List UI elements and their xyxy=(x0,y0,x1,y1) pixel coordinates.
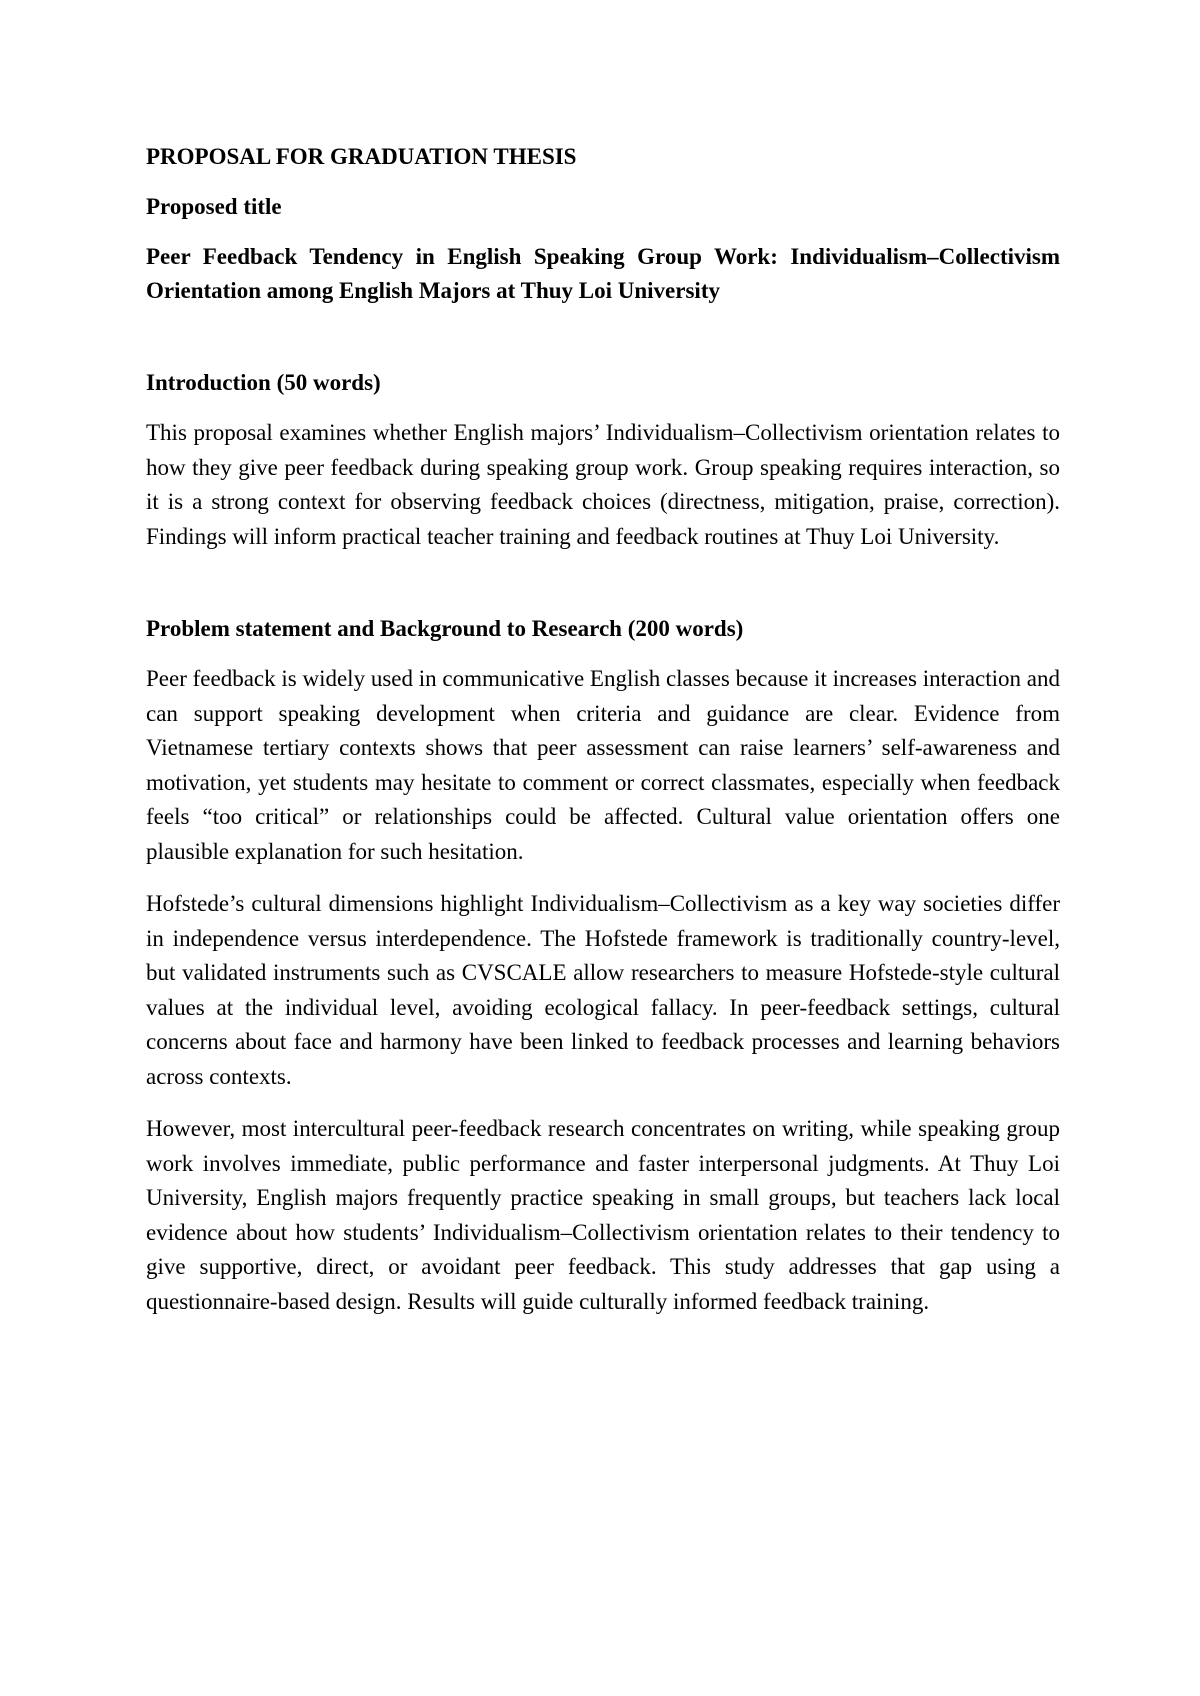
proposed-title: Peer Feedback Tendency in English Speaking Group Work: Individualism–Collectivism Orientation among English Majors at Thuy Loi University xyxy=(146,244,1060,303)
introduction-heading: Introduction (50 words) xyxy=(146,370,381,395)
problem-paragraph-1: Peer feedback is widely used in communicative English classes because it increases interaction and can support speaking development when criteria and guidance are clear. Evidence from Vietnamese tertiary contexts shows that peer assessment can raise learners’ self-awareness and motivation, yet students may hesitate to comment or correct classmates, especially when feedback feels “too critical” or relationships could be affected. Cultural value orientation offers one plausible explanation for such hesitation. xyxy=(146,666,1060,864)
introduction-paragraph: This proposal examines whether English majors’ Individualism–Collectivism orientation relates to how they give peer feedback during speaking group work. Group speaking requires interaction, so it is a strong context for observing feedback choices (directness, mitigation, praise, correction). Findings will inform practical teacher training and feedback routines at Thuy Loi University. xyxy=(146,420,1060,549)
document-body xyxy=(146,140,1060,1337)
main-heading: PROPOSAL FOR GRADUATION THESIS xyxy=(146,144,577,169)
problem-paragraph-3: However, most intercultural peer-feedback research concentrates on writing, while speaking group work involves immediate, public performance and faster interpersonal judgments. At Thuy Loi University, English majors frequently practice speaking in small groups, but teachers lack local evidence about how students’ Individualism–Collectivism orientation relates to their tendency to give supportive, direct, or avoidant peer feedback. This study addresses that gap using a questionnaire-based design. Results will guide culturally informed feedback training. xyxy=(146,1116,1060,1314)
problem-paragraph-2: Hofstede’s cultural dimensions highlight Individualism–Collectivism as a key way societies differ in independence versus interdependence. The Hofstede framework is traditionally country-level, but validated instruments such as CVSCALE allow researchers to measure Hofstede-style cultural values at the individual level, avoiding ecological fallacy. In peer-feedback settings, cultural concerns about face and harmony have been linked to feedback processes and learning behaviors across contexts. xyxy=(146,891,1060,1089)
proposed-title-label: Proposed title xyxy=(146,194,282,219)
problem-statement-heading: Problem statement and Background to Research (200 words) xyxy=(146,616,744,641)
